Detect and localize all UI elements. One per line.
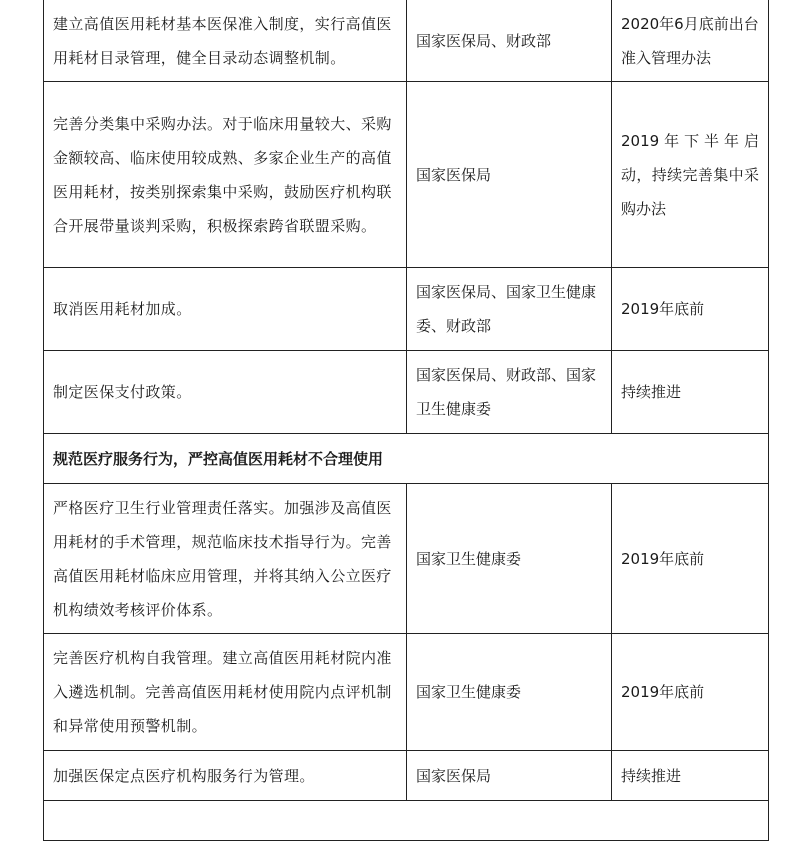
department-cell: 国家医保局 xyxy=(407,82,612,268)
empty-cell xyxy=(44,801,769,841)
timeline-cell: 2019年下半年启动，持续完善集中采购办法 xyxy=(612,82,769,268)
timeline-cell: 2019年底前 xyxy=(612,268,769,351)
table-row xyxy=(44,801,769,841)
task-cell: 完善分类集中采购办法。对于临床用量较大、采购金额较高、临床使用较成熟、多家企业生产的高值医用耗材，按类别探索集中采购，鼓励医疗机构联合开展带量谈判采购，积极探索跨省联盟采购。 xyxy=(44,82,407,268)
task-cell: 制定医保支付政策。 xyxy=(44,351,407,434)
timeline-cell: 2019年底前 xyxy=(612,634,769,751)
section-title: 规范医疗服务行为，严控高值医用耗材不合理使用 xyxy=(44,434,769,484)
table-row xyxy=(44,634,769,751)
department-cell: 国家医保局、国家卫生健康委、财政部 xyxy=(407,268,612,351)
task-cell: 取消医用耗材加成。 xyxy=(44,268,407,351)
task-cell: 加强医保定点医疗机构服务行为管理。 xyxy=(44,751,407,801)
table-row xyxy=(44,751,769,801)
policy-task-table-body xyxy=(44,0,769,841)
timeline-cell: 2019年底前 xyxy=(612,484,769,634)
department-cell: 国家医保局、财政部 xyxy=(407,0,612,82)
section-header-row xyxy=(44,434,769,484)
table-row xyxy=(44,0,769,82)
task-cell: 严格医疗卫生行业管理责任落实。加强涉及高值医用耗材的手术管理，规范临床技术指导行为。完善高值医用耗材临床应用管理，并将其纳入公立医疗机构绩效考核评价体系。 xyxy=(44,484,407,634)
timeline-cell: 持续推进 xyxy=(612,751,769,801)
task-cell: 完善医疗机构自我管理。建立高值医用耗材院内准入遴选机制。完善高值医用耗材使用院内点评机制和异常使用预警机制。 xyxy=(44,634,407,751)
table-row xyxy=(44,351,769,434)
policy-task-table xyxy=(43,0,769,841)
table-row xyxy=(44,268,769,351)
table-row xyxy=(44,484,769,634)
task-cell: 建立高值医用耗材基本医保准入制度，实行高值医用耗材目录管理，健全目录动态调整机制。 xyxy=(44,0,407,82)
department-cell: 国家医保局 xyxy=(407,751,612,801)
table-row xyxy=(44,82,769,268)
department-cell: 国家卫生健康委 xyxy=(407,634,612,751)
department-cell: 国家卫生健康委 xyxy=(407,484,612,634)
timeline-cell: 持续推进 xyxy=(612,351,769,434)
timeline-cell: 2020年6月底前出台准入管理办法 xyxy=(612,0,769,82)
department-cell: 国家医保局、财政部、国家卫生健康委 xyxy=(407,351,612,434)
